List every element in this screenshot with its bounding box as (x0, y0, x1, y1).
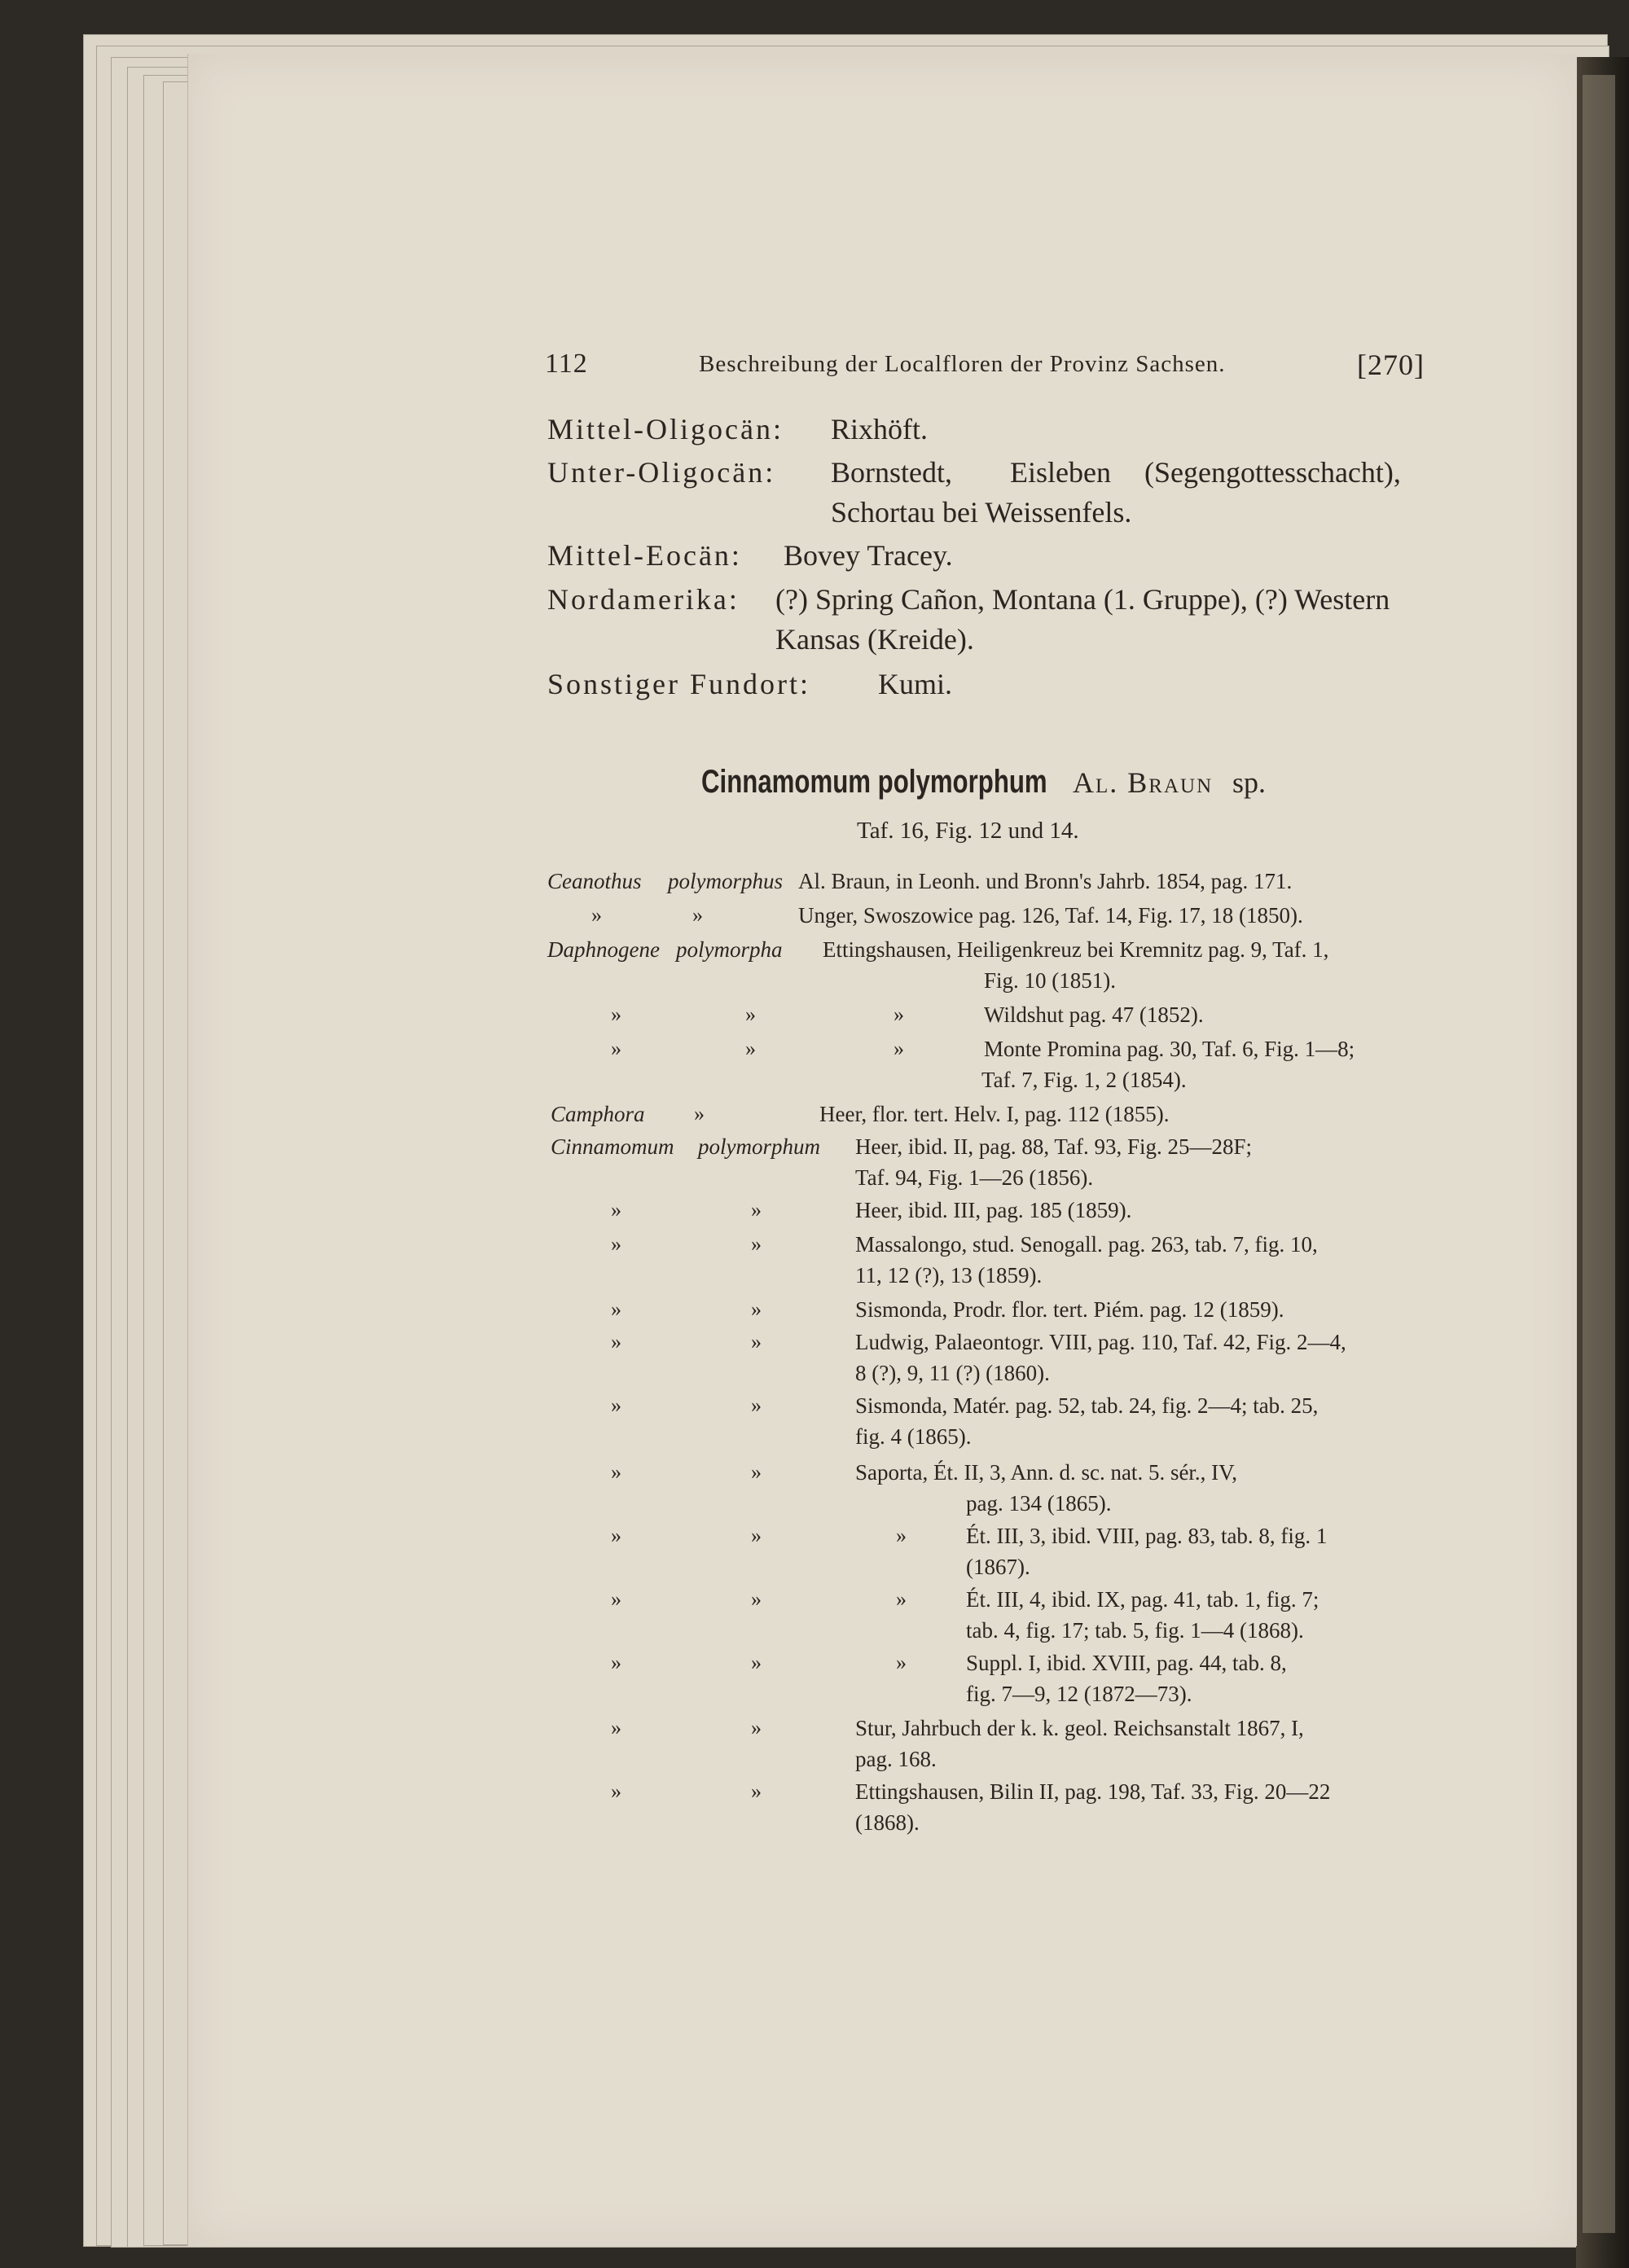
ditto-mark: » (751, 1297, 762, 1321)
synonym-citation: Ettingshausen, Bilin II, pag. 198, Taf. 33, Fig. 20—22 (855, 1779, 1331, 1804)
synonym-epithet: polymorphus (668, 869, 783, 893)
synonym-citation: Wildshut pag. 47 (1852). (984, 1002, 1204, 1027)
ditto-mark: » (611, 1198, 621, 1222)
synonym-citation-cont: (1867). (966, 1555, 1030, 1579)
ditto-mark: » (751, 1524, 762, 1547)
synonym-citation: Sismonda, Matér. pag. 52, tab. 24, fig. 2—4; tab. 25, (855, 1393, 1319, 1418)
locality-value: Eisleben (1010, 456, 1111, 489)
synonym-epithet: polymorpha (676, 937, 783, 962)
synonym-citation: Heer, ibid. II, pag. 88, Taf. 93, Fig. 25—28F; (855, 1134, 1252, 1159)
synonym-citation: Monte Promina pag. 30, Taf. 6, Fig. 1—8; (984, 1037, 1355, 1061)
ditto-mark: » (591, 903, 602, 927)
synonym-citation-cont: 11, 12 (?), 13 (1859). (855, 1263, 1043, 1288)
synonym-citation: Ludwig, Palaeontogr. VIII, pag. 110, Taf. 42, Fig. 2—4, (855, 1330, 1346, 1354)
ditto-mark: » (611, 1460, 621, 1484)
ditto-mark: » (896, 1587, 907, 1611)
locality-label: Nordamerika: (547, 583, 740, 616)
ditto-mark: » (692, 903, 703, 927)
synonym-citation: Sismonda, Prodr. flor. tert. Piém. pag. 12 (1859). (855, 1297, 1284, 1322)
ditto-mark: » (751, 1651, 762, 1674)
ditto-mark: » (751, 1716, 762, 1739)
synonym-citation: Suppl. I, ibid. XVIII, pag. 44, tab. 8, (966, 1651, 1287, 1675)
synonym-citation: Massalongo, stud. Senogall. pag. 263, tab. 7, fig. 10, (855, 1232, 1318, 1257)
synonym-citation-cont: fig. 7—9, 12 (1872—73). (966, 1682, 1192, 1706)
ditto-mark: » (751, 1460, 762, 1484)
ditto-mark: » (894, 1037, 904, 1060)
ditto-mark: » (751, 1330, 762, 1353)
locality-value: Bornstedt, (831, 456, 952, 489)
synonym-epithet: polymorphum (698, 1134, 820, 1159)
ditto-mark: » (611, 1779, 621, 1803)
synonym-genus: Camphora (551, 1102, 645, 1126)
synonym-citation: Al. Braun, in Leonh. und Bronn's Jahrb. 1854, pag. 171. (798, 869, 1293, 893)
species-suffix: sp. (1232, 766, 1267, 799)
locality-label: Sonstiger Fundort: (547, 668, 811, 700)
page-number: 112 (545, 349, 588, 379)
ditto-mark: » (611, 1037, 621, 1060)
ditto-mark: » (751, 1393, 762, 1417)
species-title: Cinnamomum polymorphum (701, 764, 1047, 800)
synonym-citation-cont: tab. 4, fig. 17; tab. 5, fig. 1—4 (1868). (966, 1618, 1304, 1643)
ditto-mark: » (611, 1297, 621, 1321)
synonym-citation: Ettingshausen, Heiligenkreuz bei Kremnitz pag. 9, Taf. 1, (823, 937, 1329, 962)
ditto-mark: » (751, 1587, 762, 1611)
ditto-mark: » (694, 1102, 705, 1125)
locality-label: Mittel-Eocän: (547, 539, 742, 572)
synonym-citation-cont: Taf. 7, Fig. 1, 2 (1854). (981, 1068, 1187, 1092)
ditto-mark: » (611, 1393, 621, 1417)
locality-value: Kumi. (878, 668, 953, 700)
ditto-mark: » (896, 1524, 907, 1547)
ditto-mark: » (611, 1330, 621, 1353)
synonym-citation-cont: pag. 168. (855, 1747, 937, 1771)
synonym-citation-cont: 8 (?), 9, 11 (?) (1860). (855, 1361, 1050, 1385)
synonym-citation: Heer, ibid. III, pag. 185 (1859). (855, 1198, 1132, 1222)
ditto-mark: » (751, 1779, 762, 1803)
ditto-mark: » (611, 1587, 621, 1611)
species-author: Al. Braun (1073, 766, 1214, 799)
synonym-genus: Cinnamomum (551, 1134, 674, 1159)
synonym-citation: Unger, Swoszowice pag. 126, Taf. 14, Fig. 17, 18 (1850). (798, 903, 1303, 928)
ditto-mark: » (611, 1232, 621, 1256)
synonym-citation: Saporta, Ét. II, 3, Ann. d. sc. nat. 5. sér., IV, (855, 1460, 1237, 1485)
bracket-page-number: [270] (1357, 349, 1425, 381)
ditto-mark: » (745, 1002, 756, 1026)
synonym-citation: Ét. III, 4, ibid. IX, pag. 41, tab. 1, fig. 7; (966, 1587, 1319, 1612)
synonym-citation-cont: Fig. 10 (1851). (984, 968, 1116, 993)
ditto-mark: » (745, 1037, 756, 1060)
locality-value: Schortau bei Weissenfels. (831, 496, 1132, 529)
ditto-mark: » (611, 1651, 621, 1674)
synonym-genus: Daphnogene (547, 937, 660, 962)
locality-label: Mittel-Oligocän: (547, 413, 784, 445)
ditto-mark: » (751, 1198, 762, 1222)
ditto-mark: » (611, 1524, 621, 1547)
synonym-genus: Ceanothus (547, 869, 642, 893)
synonym-citation: Stur, Jahrbuch der k. k. geol. Reichsanstalt 1867, I, (855, 1716, 1304, 1740)
synonym-citation-cont: fig. 4 (1865). (855, 1424, 972, 1449)
ditto-mark: » (896, 1651, 907, 1674)
locality-value: Rixhöft. (831, 413, 929, 445)
ditto-mark: » (611, 1716, 621, 1739)
facing-page-edge (1576, 57, 1629, 2268)
ditto-mark: » (894, 1002, 904, 1026)
locality-value: (?) Spring Cañon, Montana (1. Gruppe), (?) Western (775, 583, 1390, 616)
synonym-citation-cont: (1868). (855, 1810, 920, 1835)
locality-value: (Segengottesschacht), (1144, 456, 1401, 489)
ditto-mark: » (611, 1002, 621, 1026)
locality-label: Unter-Oligocän: (547, 456, 776, 489)
locality-value: Bovey Tracey. (784, 539, 953, 572)
running-title: Beschreibung der Localfloren der Provinz Sachsen. (699, 351, 1226, 377)
synonym-citation-cont: Taf. 94, Fig. 1—26 (1856). (855, 1165, 1094, 1190)
plate-reference: Taf. 16, Fig. 12 und 14. (857, 818, 1079, 844)
ditto-mark: » (751, 1232, 762, 1256)
synonym-citation: Ét. III, 3, ibid. VIII, pag. 83, tab. 8, fig. 1 (966, 1524, 1328, 1548)
synonym-citation: Heer, flor. tert. Helv. I, pag. 112 (1855). (819, 1102, 1170, 1126)
synonym-citation-cont: pag. 134 (1865). (966, 1491, 1112, 1516)
locality-value: Kansas (Kreide). (775, 623, 974, 656)
